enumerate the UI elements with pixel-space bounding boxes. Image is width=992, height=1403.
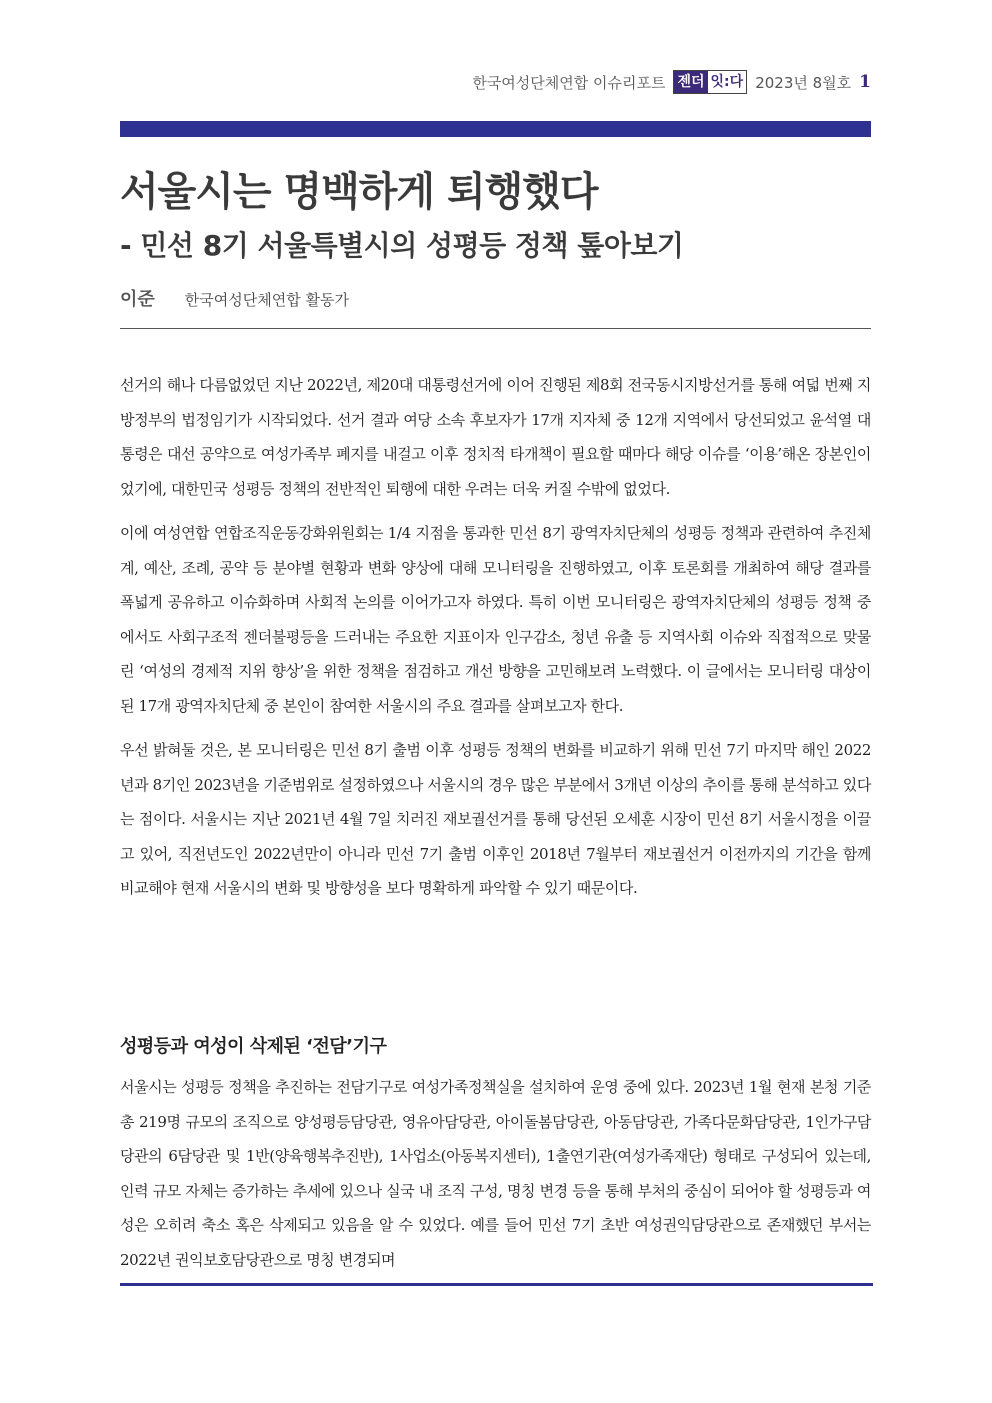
title-divider (120, 328, 871, 329)
footer-divider (120, 1283, 873, 1286)
article-title: 서울시는 명백하게 퇴행했다 (120, 169, 598, 215)
brand-logo-part2: 잇:다 (710, 74, 744, 90)
issue-date: 2023년 8월호 (755, 73, 852, 92)
publication-name: 한국여성단체연합 이슈리포트 (472, 73, 666, 92)
brand-logo-part1: 젠더 (674, 71, 707, 93)
paragraph: 선거의 해나 다름없었던 지난 2022년, 제20대 대통령선거에 이어 진행된 제8회 전국동시지방선거를 통해 여덟 번째 지방정부의 법정임기가 시작되었다. 선거 결과 여당 소속 후보자가 17개 지자체 중 12개 지역에서 당선되었고 윤석열 대통령은 대선 공약으로 여성가족부 폐지를 내걸고 이후 정치적 타개책이 필요할 때마다 해당 이슈를 ‘이용’해온 장본인이었기에, 대한민국 성평등 정책의 전반적인 퇴행에 대한 우려는 더욱 커질 수밖에 없었다. (120, 376, 871, 498)
top-accent-bar (120, 121, 871, 137)
intro-body (120, 368, 871, 916)
report-header (472, 70, 871, 94)
paragraph: 서울시는 성평등 정책을 추진하는 전담기구로 여성가족정책실을 설치하여 운영 중에 있다. 2023년 1월 현재 본청 기준 총 219명 규모의 조직으로 양성평등담당관, 영유아담당관, 아이돌봄담당관, 아동담당관, 가족다문화담당관, 1인가구담당관의 6담당관 및 1반(양육행복추진반), 1사업소(아동복지센터), 1출연기관(여성가족재단) 형태로 구성되어 있는데, 인력 규모 자체는 증가하는 추세에 있으나 실국 내 조직 구성, 명칭 변경 등을 통해 부처의 중심이 되어야 할 성평등과 여성은 오히려 축소 혹은 삭제되고 있음을 알 수 있었다. 예를 들어 민선 7기 초반 여성권익담당관으로 존재했던 부서는 2022년 권익보호담당관으로 명칭 변경되며 (120, 1078, 871, 1269)
section-body (120, 1070, 871, 1287)
article-subtitle: - 민선 8기 서울특별시의 성평등 정책 톺아보기 (120, 229, 684, 262)
page-number: 1 (859, 72, 871, 92)
author-affiliation: 한국여성단체연합 활동가 (184, 291, 349, 309)
author-line (120, 285, 349, 311)
paragraph: 이에 여성연합 연합조직운동강화위원회는 1/4 지점을 통과한 민선 8기 광역자치단체의 성평등 정책과 관련하여 추진체계, 예산, 조례, 공약 등 분야별 현황과 변화 양상에 대해 모니터링을 진행하였고, 이후 토론회를 개최하여 해당 결과를 폭넓게 공유하고 이슈화하며 사회적 논의를 이어가고자 하였다. 특히 이번 모니터링은 광역자치단체의 성평등 정책 중에서도 사회구조적 젠더불평등을 드러내는 주요한 지표이자 인구감소, 청년 유출 등 지역사회 이슈와 직접적으로 맞물린 ‘여성의 경제적 지위 향상’을 위한 정책을 점검하고 개선 방향을 고민해보려 노력했다. 이 글에서는 모니터링 대상이 된 17개 광역자치단체 중 본인이 참여한 서울시의 주요 결과를 살펴보고자 한다. (120, 524, 871, 715)
brand-logo (673, 70, 747, 94)
paragraph: 우선 밝혀둘 것은, 본 모니터링은 민선 8기 출범 이후 성평등 정책의 변화를 비교하기 위해 민선 7기 마지막 해인 2022년과 8기인 2023년을 기준범위로 설정하였으나 서울시의 경우 많은 부분에서 3개년 이상의 추이를 통해 분석하고 있다는 점이다. 서울시는 지난 2021년 4월 7일 치러진 재보궐선거를 통해 당선된 오세훈 시장이 민선 8기 서울시정을 이끌고 있어, 직전년도인 2022년만이 아니라 민선 7기 출범 이후인 2018년 7월부터 재보궐선거 이전까지의 기간을 함께 비교해야 현재 서울시의 변화 및 방향성을 보다 명확하게 파악할 수 있기 때문이다. (120, 741, 871, 897)
author-name: 이준 (120, 289, 155, 310)
section-heading: 성평등과 여성이 삭제된 ‘전담’기구 (120, 1036, 387, 1057)
